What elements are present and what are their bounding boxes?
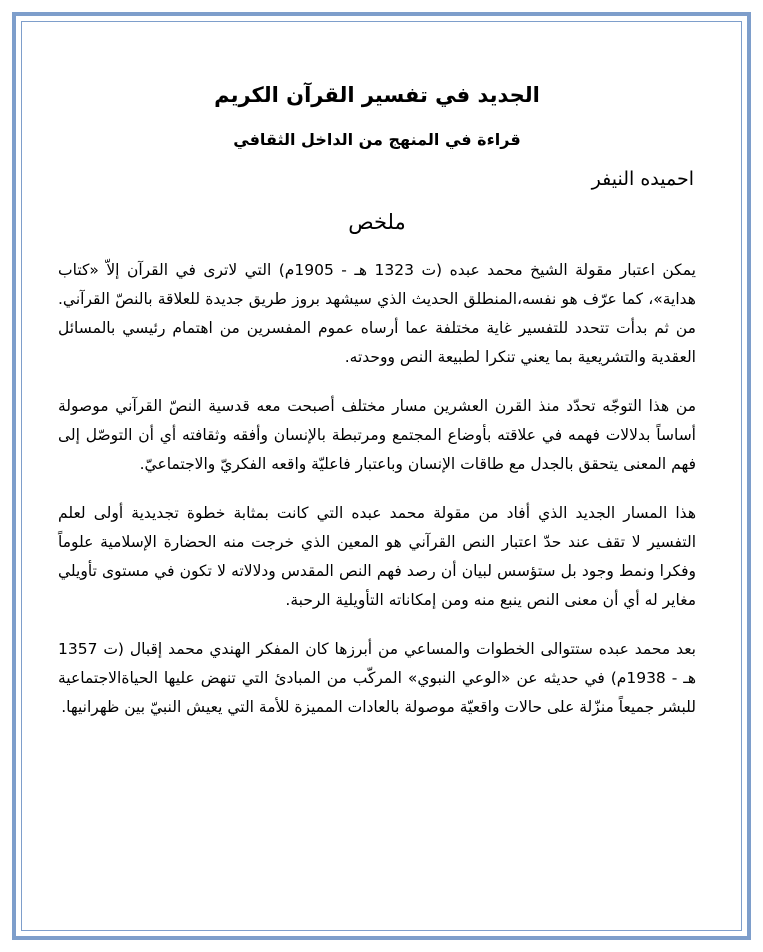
abstract-heading: ملخص [348, 210, 406, 234]
document-title: الجديد في تفسير القرآن الكريم [214, 83, 540, 107]
abstract-paragraph-2: من هذا التوجّه تحدّد منذ القرن العشرين مسار مختلف أصبحت معه قدسية النصّ القرآني موصولة أساساً بدلالات فهمه في علاقته بأوضاع المجتمع ومرتبطة بالإنسان وأفقه وثقافته أي أن التوصّل إلى فهم المعنى يتحقق بالجدل مع طاقات الإنسان وباعتبار فاعليّة واقعه الفكريّ والاجتماعيّ. [58, 397, 696, 473]
abstract-paragraph-3: هذا المسار الجديد الذي أفاد من مقولة محمد عبده التي كانت بمثابة خطوة تجديدية أولى لعلم التفسير لا تقف عند حدّ اعتبار النص القرآني هو المعين الذي خرجت منه الحضارة الإسلامية علوماً وفكرا ونمط وجود بل ستؤسس لبيان أن رصد فهم النص المقدس ودلالاته لا تكون في مستوى تأويلي مغاير له أي أن معنى النص ينبع منه ومن إمكاناته التأويلية الرحبة. [58, 504, 696, 609]
abstract-paragraph-4: بعد محمد عبده ستتوالى الخطوات والمساعي من أبرزها كان المفكر الهندي محمد إقبال (ت 1357 هـ - 1938م) في حديثه عن «الوعي النبوي» المركّب من المبادئ التي تنهض عليها الحياةالاجتماعية للبشر جميعاً منزّلة على حالات واقعيّة موصولة بالعادات المميزة للأمة التي يعيش النبيّ بين ظهرانيها. [58, 640, 697, 716]
document-page [58, 80, 696, 722]
abstract-paragraph-1: يمكن اعتبار مقولة الشيخ محمد عبده (ت 1323 هـ - 1905م) التي لاترى في القرآن إلاّ «كتاب هداية»، كما عرّف هو نفسه،المنطلق الحديث الذي سيشهد بروز طريق جديدة للعلاقة بالنصّ القرآني. من ثم بدأت تتحدد للتفسير غاية مختلفة عما أرساه عموم المفسرين من اهتمام رئيسي بالمسائل العقدية والتشريعية بما يعني تنكرا لطبيعة النص ووحدته. [58, 261, 696, 366]
document-subtitle: قراءة في المنهج من الداخل الثقافي [233, 130, 521, 149]
author-name: احميده النيفر [591, 168, 694, 190]
